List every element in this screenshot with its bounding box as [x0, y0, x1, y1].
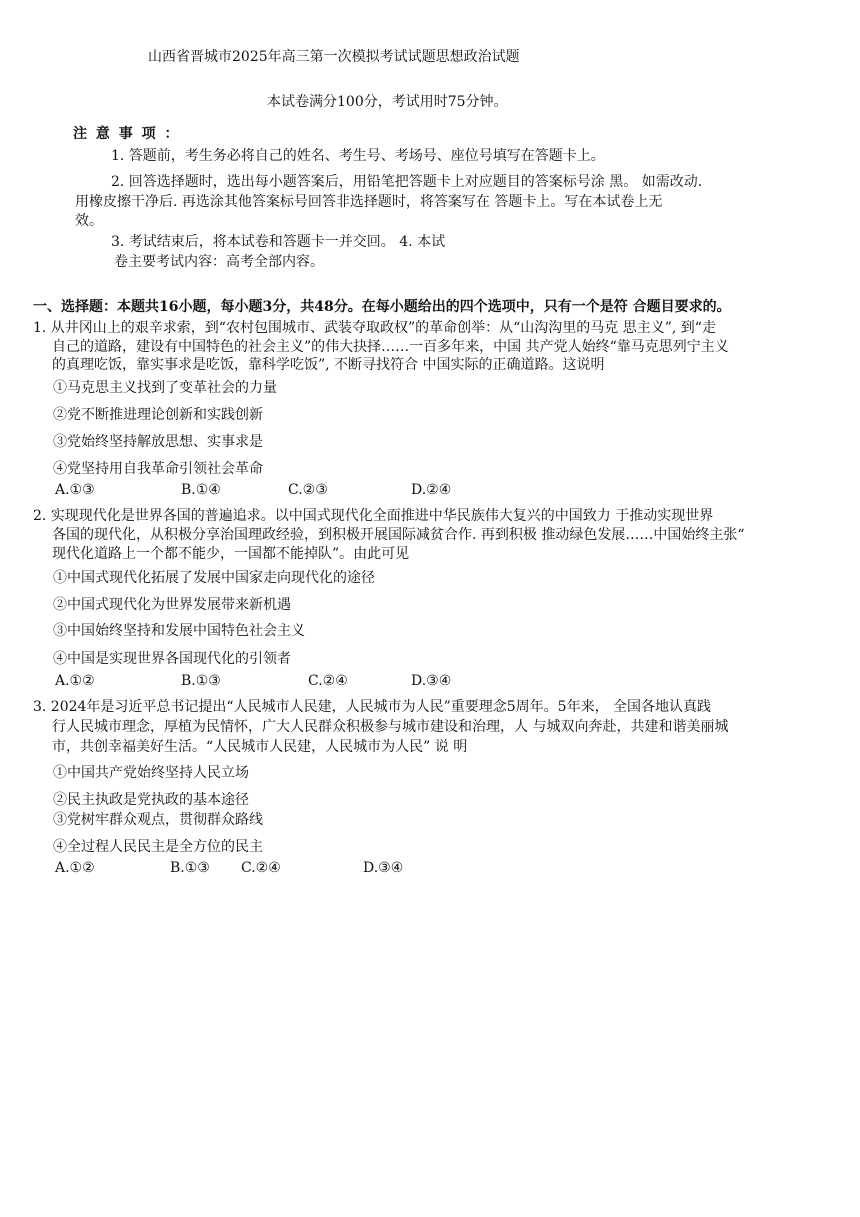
option-1: ①中国式现代化拓展了发展中国家走向现代化的途径 — [53, 570, 375, 586]
question-stem-line-2: 自己的道路，建设有中国特色的社会主义”的伟大抉择……一百多年来，中国 共产党人始终“靠马克思列宁主义 — [52, 339, 729, 355]
option-4: ④全过程人民民主是全方位的民主 — [53, 839, 263, 855]
choice-c: C.②④ — [308, 673, 348, 689]
option-4: ④中国是实现世界各国现代化的引领者 — [53, 651, 291, 667]
section-heading: 一、选择题：本题共16小题，每小题3分，共48分。在每小题给出的四个选项中，只有一个是符 合题目要求的。 — [33, 299, 731, 315]
notice-item-2-line-1: 2. 回答选择题时，选出每小题答案后，用铅笔把答题卡上对应题目的答案标号涂 黑。 如需改动. — [111, 174, 703, 190]
notice-item-2-line-2: 用橡皮擦干净后. 再选涂其他答案标号回答非选择题时，将答案写在 答题卡上。写在本试卷上无 — [75, 194, 663, 210]
question-stem-line-3: 市，共创幸福美好生活。“人民城市人民建，人民城市为人民” 说 明 — [52, 739, 468, 755]
option-3: ③党始终坚持解放思想、实事求是 — [53, 434, 263, 450]
option-1: ①中国共产党始终坚持人民立场 — [53, 765, 249, 781]
exam-subtitle: 本试卷满分100分，考试用时75分钟。 — [267, 94, 508, 110]
choice-d: D.③④ — [411, 673, 452, 689]
choice-c: C.②④ — [241, 860, 281, 876]
option-2: ②民主执政是党执政的基本途径 — [53, 792, 249, 808]
notice-item-3-line-1: 3. 考试结束后，将本试卷和答题卡一并交回。 4. 本试 — [111, 234, 446, 250]
choice-d: D.②④ — [411, 482, 452, 498]
choice-c: C.②③ — [288, 482, 328, 498]
choice-b: B.①③ — [181, 673, 221, 689]
choice-a: A.①③ — [55, 482, 95, 498]
choice-a: A.①② — [55, 860, 95, 876]
notice-item-3-line-2: 卷主要考试内容：高考全部内容。 — [114, 254, 324, 270]
notice-item-2-line-3: 效。 — [75, 213, 103, 229]
option-1: ①马克思主义找到了变革社会的力量 — [53, 380, 277, 396]
option-2: ②党不断推进理论创新和实践创新 — [53, 407, 263, 423]
option-3: ③党树牢群众观点，贯彻群众路线 — [53, 812, 263, 828]
question-stem-line-2: 各国的现代化，从积极分享治国理政经验，到积极开展国际减贫合作. 再到积极 推动绿色发展……中国始终主张“ — [52, 527, 745, 543]
question-stem-line-1: 1. 从井冈山上的艰辛求索，到“农村包围城市、武装夺取政权”的革命创举：从“山沟沟里的马克 思主义”, 到“走 — [33, 320, 716, 336]
question-stem-line-1: 3. 2024年是习近平总书记提出“人民城市人民建，人民城市为人民”重要理念5周年。5年来， 全国各地认真践 — [33, 699, 712, 715]
option-4: ④党坚持用自我革命引领社会革命 — [53, 461, 263, 477]
question-stem-line-1: 2. 实现现代化是世界各国的普遍追求。以中国式现代化全面推进中华民族伟大复兴的中国致力 于推动实现世界 — [33, 508, 714, 524]
question-stem-line-3: 的真理吃饭，靠实事求是吃饭，靠科学吃饭”, 不断寻找符合 中国实际的正确道路。这说明 — [52, 357, 605, 373]
notice-heading: 注 意 事 项 ： — [73, 126, 181, 142]
exam-title: 山西省晋城市2025年高三第一次模拟考试试题思想政治试题 — [148, 49, 520, 65]
notice-item-1: 1. 答题前，考生务必将自己的姓名、考生号、考场号、座位号填写在答题卡上。 — [111, 148, 605, 164]
option-2: ②中国式现代化为世界发展带来新机遇 — [53, 597, 291, 613]
question-stem-line-2: 行人民城市理念，厚植为民情怀，广大人民群众积极参与城市建设和治理，人 与城双向奔赴，共建和谐美丽城 — [52, 719, 729, 735]
choice-b: B.①③ — [170, 860, 210, 876]
choice-a: A.①② — [55, 673, 95, 689]
question-stem-line-3: 现代化道路上一个都不能少，一国都不能掉队”。由此可见 — [52, 546, 410, 562]
choice-d: D.③④ — [363, 860, 404, 876]
choice-b: B.①④ — [181, 482, 221, 498]
option-3: ③中国始终坚持和发展中国特色社会主义 — [53, 623, 305, 639]
